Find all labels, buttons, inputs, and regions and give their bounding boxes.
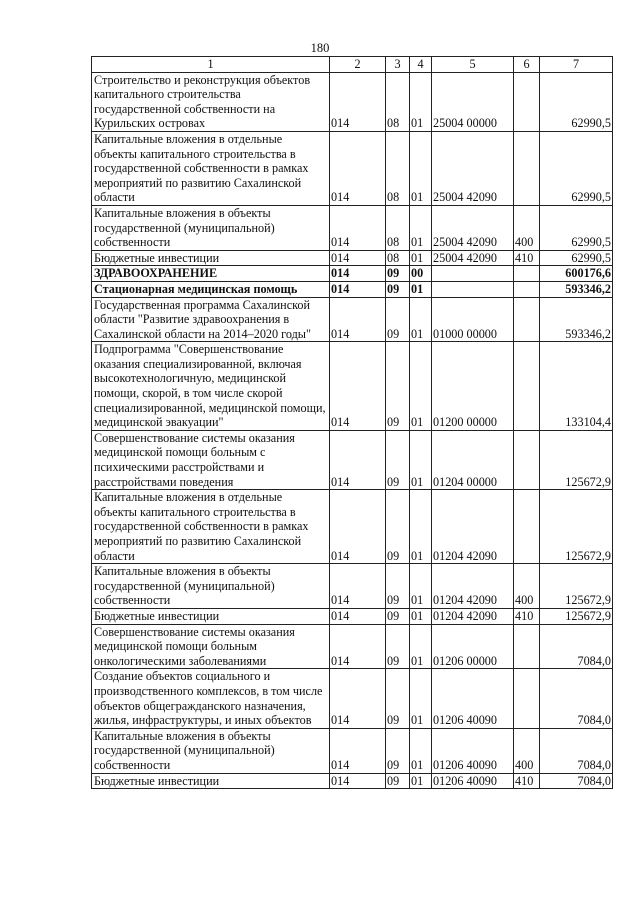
row-amount: 7084,0: [540, 773, 613, 789]
row-ministry-code: 014: [330, 669, 386, 728]
row-subsection-code: 01: [410, 297, 432, 342]
row-section-code: 09: [386, 624, 410, 669]
row-amount: 62990,5: [540, 72, 613, 131]
column-header-target-article: 5: [432, 57, 514, 73]
row-description: Капитальные вложения в объекты государственной (муниципальной) собственности: [92, 205, 330, 250]
table-row: [92, 490, 613, 564]
row-subsection-code: 01: [410, 624, 432, 669]
row-target-article: 25004 42090: [432, 205, 514, 250]
column-header-section: 3: [386, 57, 410, 73]
row-amount: 7084,0: [540, 728, 613, 773]
row-subsection-code: 01: [410, 608, 432, 624]
row-subsection-code: 01: [410, 281, 432, 297]
row-target-article: 01200 00000: [432, 342, 514, 431]
row-amount: 125672,9: [540, 430, 613, 489]
table-row: [92, 608, 613, 624]
row-section-code: 09: [386, 490, 410, 564]
row-amount: 7084,0: [540, 624, 613, 669]
row-description: Государственная программа Сахалинской области "Развитие здравоохранения в Сахалинской области на 2014–2020 годы": [92, 297, 330, 342]
row-ministry-code: 014: [330, 728, 386, 773]
row-expense-type: [514, 490, 540, 564]
row-ministry-code: 014: [330, 624, 386, 669]
row-description: ЗДРАВООХРАНЕНИЕ: [92, 266, 330, 282]
row-description: Стационарная медицинская помощь: [92, 281, 330, 297]
row-description: Бюджетные инвестиции: [92, 773, 330, 789]
row-ministry-code: 014: [330, 250, 386, 266]
row-target-article: 01206 40090: [432, 773, 514, 789]
table-row: [92, 281, 613, 297]
row-section-code: 09: [386, 297, 410, 342]
table-row: [92, 669, 613, 728]
table-row: [92, 297, 613, 342]
table-row: [92, 564, 613, 609]
row-section-code: 09: [386, 266, 410, 282]
row-section-code: 08: [386, 250, 410, 266]
row-subsection-code: 01: [410, 669, 432, 728]
row-description: Бюджетные инвестиции: [92, 608, 330, 624]
row-subsection-code: 01: [410, 430, 432, 489]
row-expense-type: [514, 297, 540, 342]
row-target-article: [432, 266, 514, 282]
row-section-code: 09: [386, 281, 410, 297]
row-amount: 593346,2: [540, 281, 613, 297]
row-amount: 600176,6: [540, 266, 613, 282]
row-section-code: 09: [386, 669, 410, 728]
column-header-ministry: 2: [330, 57, 386, 73]
row-amount: 62990,5: [540, 250, 613, 266]
table-row: [92, 728, 613, 773]
row-subsection-code: 01: [410, 72, 432, 131]
row-description: Подпрограмма "Совершенствование оказания специализированной, включая высокотехнологичную, медицинской помощи, скорой, в том числе скорой специализированной, медицинской помощи, медицинской эвакуации": [92, 342, 330, 431]
row-subsection-code: 01: [410, 205, 432, 250]
row-description: Капитальные вложения в объекты государственной (муниципальной) собственности: [92, 564, 330, 609]
row-target-article: 25004 00000: [432, 72, 514, 131]
row-amount: 7084,0: [540, 669, 613, 728]
page-number: 180: [310, 41, 330, 55]
row-target-article: 01206 40090: [432, 728, 514, 773]
table-row: [92, 773, 613, 789]
table-row: [92, 250, 613, 266]
table-row: [92, 624, 613, 669]
row-ministry-code: 014: [330, 564, 386, 609]
row-expense-type: 410: [514, 773, 540, 789]
table-row: [92, 131, 613, 205]
row-ministry-code: 014: [330, 342, 386, 431]
row-description: Капитальные вложения в отдельные объекты капитального строительства в государственной собственности в рамках мероприятий по развитию Сахалинской области: [92, 490, 330, 564]
row-section-code: 09: [386, 773, 410, 789]
table-row: [92, 205, 613, 250]
row-target-article: 01204 42090: [432, 490, 514, 564]
row-amount: 593346,2: [540, 297, 613, 342]
table-row: [92, 342, 613, 431]
row-expense-type: [514, 669, 540, 728]
row-subsection-code: 01: [410, 564, 432, 609]
row-subsection-code: 01: [410, 131, 432, 205]
row-description: Капитальные вложения в объекты государственной (муниципальной) собственности: [92, 728, 330, 773]
row-amount: 125672,9: [540, 564, 613, 609]
row-expense-type: 410: [514, 608, 540, 624]
table-body: [92, 72, 613, 789]
row-description: Совершенствование системы оказания медицинской помощи больным онкологическими заболеваниями: [92, 624, 330, 669]
table-row: [92, 72, 613, 131]
row-ministry-code: 014: [330, 281, 386, 297]
row-target-article: 01206 00000: [432, 624, 514, 669]
row-description: Капитальные вложения в отдельные объекты капитального строительства в государственной собственности в рамках мероприятий по развитию Сахалинской области: [92, 131, 330, 205]
row-subsection-code: 01: [410, 250, 432, 266]
row-target-article: 01204 00000: [432, 430, 514, 489]
table-header-row: [92, 57, 613, 73]
row-section-code: 09: [386, 728, 410, 773]
row-target-article: 25004 42090: [432, 131, 514, 205]
row-target-article: 01206 40090: [432, 669, 514, 728]
row-description: Бюджетные инвестиции: [92, 250, 330, 266]
row-expense-type: 410: [514, 250, 540, 266]
row-section-code: 08: [386, 131, 410, 205]
row-expense-type: [514, 72, 540, 131]
column-header-expense-type: 6: [514, 57, 540, 73]
row-expense-type: [514, 131, 540, 205]
row-description: Создание объектов социального и производственного комплексов, в том числе объектов общегражданского назначения, жилья, инфраструктуры, и иных объектов: [92, 669, 330, 728]
row-amount: 133104,4: [540, 342, 613, 431]
row-amount: 62990,5: [540, 205, 613, 250]
table-row: [92, 430, 613, 489]
row-section-code: 09: [386, 608, 410, 624]
column-header-amount: 7: [540, 57, 613, 73]
row-target-article: 01204 42090: [432, 608, 514, 624]
row-section-code: 09: [386, 430, 410, 489]
row-expense-type: [514, 624, 540, 669]
row-description: Строительство и реконструкция объектов капитального строительства государственной собственности на Курильских островах: [92, 72, 330, 131]
row-ministry-code: 014: [330, 490, 386, 564]
row-expense-type: [514, 281, 540, 297]
row-amount: 62990,5: [540, 131, 613, 205]
row-target-article: 25004 42090: [432, 250, 514, 266]
row-ministry-code: 014: [330, 773, 386, 789]
row-subsection-code: 01: [410, 490, 432, 564]
row-subsection-code: 01: [410, 342, 432, 431]
row-expense-type: 400: [514, 728, 540, 773]
row-ministry-code: 014: [330, 266, 386, 282]
row-ministry-code: 014: [330, 608, 386, 624]
row-expense-type: [514, 266, 540, 282]
row-expense-type: [514, 430, 540, 489]
row-ministry-code: 014: [330, 205, 386, 250]
row-target-article: [432, 281, 514, 297]
row-section-code: 09: [386, 342, 410, 431]
row-section-code: 08: [386, 72, 410, 131]
row-section-code: 09: [386, 564, 410, 609]
row-section-code: 08: [386, 205, 410, 250]
row-ministry-code: 014: [330, 430, 386, 489]
row-subsection-code: 00: [410, 266, 432, 282]
row-ministry-code: 014: [330, 72, 386, 131]
row-expense-type: 400: [514, 564, 540, 609]
row-amount: 125672,9: [540, 608, 613, 624]
table-row: [92, 266, 613, 282]
row-description: Совершенствование системы оказания медицинской помощи больным с психическими расстройствами и расстройствами поведения: [92, 430, 330, 489]
row-ministry-code: 014: [330, 131, 386, 205]
row-subsection-code: 01: [410, 728, 432, 773]
row-target-article: 01204 42090: [432, 564, 514, 609]
row-expense-type: 400: [514, 205, 540, 250]
row-expense-type: [514, 342, 540, 431]
budget-table: [91, 56, 613, 789]
row-ministry-code: 014: [330, 297, 386, 342]
column-header-description: 1: [92, 57, 330, 73]
row-subsection-code: 01: [410, 773, 432, 789]
column-header-subsection: 4: [410, 57, 432, 73]
row-amount: 125672,9: [540, 490, 613, 564]
row-target-article: 01000 00000: [432, 297, 514, 342]
